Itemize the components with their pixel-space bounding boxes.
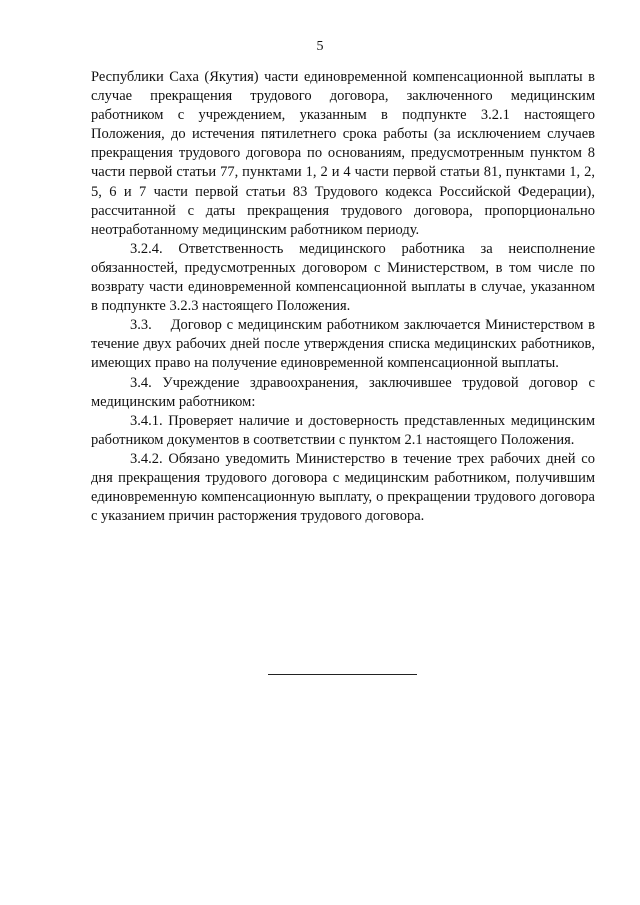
paragraph-3-2-4: 3.2.4. Ответственность медицинского работника за неисполнение обязанностей, предусмотренных договором с Министерством, в том числе по возврату части единовременной компенсационной выплаты в случае, указанном в подпункте 3.2.3 настоящего Положения. bbox=[91, 240, 595, 315]
paragraph-3-3: 3.3. Договор с медицинским работником заключается Министерством в течение двух рабочих дней после утверждения списка медицинских работников, имеющих право на получение единовременной компенсационной выплаты. bbox=[91, 317, 599, 372]
page-number: 5 bbox=[316, 39, 324, 54]
paragraph-3-4-1: 3.4.1. Проверяет наличие и достоверность представленных медицинским работником документов в соответствии с пунктом 2.1 настоящего Положения. bbox=[91, 412, 595, 448]
paragraph-3-4: 3.4. Учреждение здравоохранения, заключившее трудовой договор с медицинским работником: bbox=[91, 374, 595, 410]
document-body bbox=[91, 68, 599, 526]
paragraph-3-4-2: 3.4.2. Обязано уведомить Министерство в течение трех рабочих дней со дня прекращения трудового договора с медицинским работником, получившим единовременную компенсационную выплату, о прекращении трудового договора с указанием причин расторжения трудового договора. bbox=[91, 450, 595, 525]
end-divider-line bbox=[268, 674, 417, 675]
paragraph-continuation: Республики Саха (Якутия) части единовременной компенсационной выплаты в случае прекращения трудового договора, заключенного медицинским работником с учреждением, указанным в подпункте 3.2.1 настоящего Положения, до истечения пятилетнего срока работы (за исключением случаев прекращения трудового договора по основаниям, предусмотренным пунктом 8 части первой статьи 77, пунктами 1, 2 и 4 части первой статьи 81, пунктами 1, 2, 5, 6 и 7 части первой статьи 83 Трудового кодекса Российской Федерации), рассчитанной с даты прекращения трудового договора, пропорционально неотработанному медицинским работником периоду. bbox=[91, 69, 595, 238]
